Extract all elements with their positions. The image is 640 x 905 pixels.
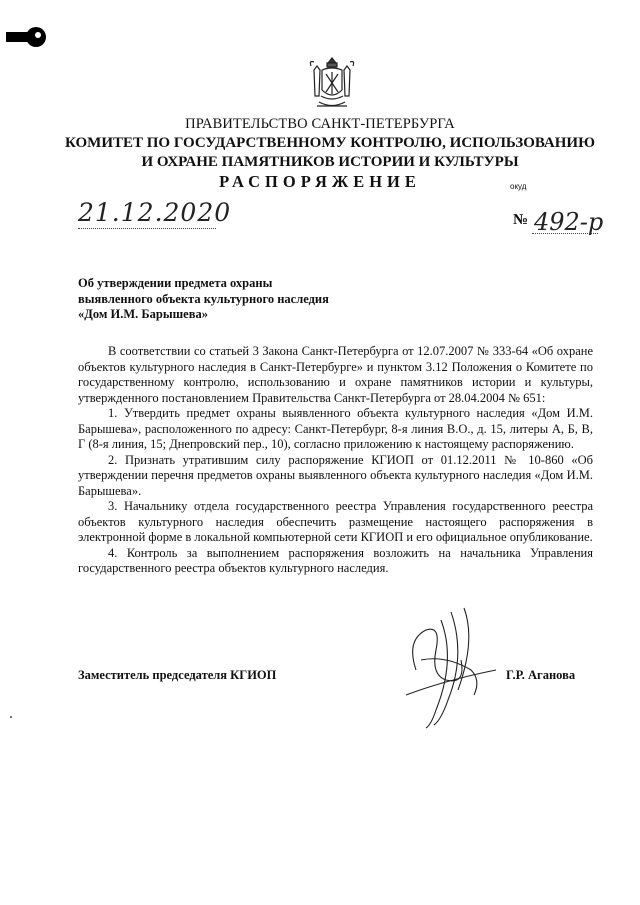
government-name: ПРАВИТЕЛЬСТВО САНКТ-ПЕТЕРБУРГА	[185, 116, 455, 132]
coat-of-arms-icon	[307, 56, 357, 114]
item-2-paragraph: 2. Признать утратившим силу распоряжение КГИОП от 01.12.2011 № 10-860 «Об утверждении перечня предметов охраны выявленного объекта культурного наследия «Дом И.М. Барышева».	[78, 452, 593, 498]
number-sign: №	[513, 212, 529, 228]
scan-speck	[10, 716, 12, 718]
subject-line-3: «Дом И.М. Барышева»	[78, 307, 208, 321]
item-3-paragraph: 3. Начальнику отдела государственного реестра Управления государственного реестра объектов культурного наследия обеспечить размещение настоящего распоряжения в электронной форме в локальной компьютерной сети КГИОП и его официальное опубликование.	[78, 499, 593, 544]
document-body	[78, 344, 593, 577]
document-number: 492-р	[534, 208, 604, 236]
signatory-title: Заместитель председателя КГИОП	[78, 668, 277, 682]
scan-mark-icon	[6, 22, 48, 52]
committee-line-2: И ОХРАНЕ ПАМЯТНИКОВ ИСТОРИИ И КУЛЬТУРЫ	[141, 154, 519, 170]
preamble-paragraph: В соответствии со статьей 3 Закона Санкт-Петербурга от 12.07.2007 № 333-64 «Об охране объектов культурного наследия в Санкт-Петербурге» и пунктом 3.12 Положения о Комитете по государственному контролю, использованию и охране памятников истории и культуры, утвержденного постановлением Правительства Санкт-Петербурга от 28.04.2004 № 651:	[78, 344, 593, 405]
subject-line-1: Об утверждении предмета охраны	[78, 276, 273, 290]
signatory-name: Г.Р. Аганова	[506, 668, 576, 682]
item-1-paragraph: 1. Утвердить предмет охраны выявленного объекта культурного наследия «Дом И.М. Барышева», расположенного по адресу: Санкт-Петербург, 8-я линия В.О., д. 15, литеры А, Б, В, Г (8-я линия, 15; Днепровский пер., 10), согласно приложению к настоящему распоряжению.	[78, 406, 593, 451]
document-type: РАСПОРЯЖЕНИЕ	[219, 172, 421, 191]
number-underline	[532, 233, 598, 234]
document-date: 21.12.2020	[78, 198, 232, 227]
committee-line-1: КОМИТЕТ ПО ГОСУДАРСТВЕННОМУ КОНТРОЛЮ, ИСПОЛЬЗОВАНИЮ	[65, 135, 595, 151]
date-underline	[78, 228, 216, 229]
subject-line-2: выявленного объекта культурного наследия	[78, 291, 329, 306]
handwritten-signature	[386, 600, 506, 730]
committee-name	[60, 134, 600, 172]
okud-label: окуд	[510, 182, 527, 191]
document-subject	[78, 276, 329, 323]
item-4-paragraph: 4. Контроль за выполнением распоряжения возложить на начальника Управления государственного реестра объектов культурного наследия.	[78, 545, 593, 575]
